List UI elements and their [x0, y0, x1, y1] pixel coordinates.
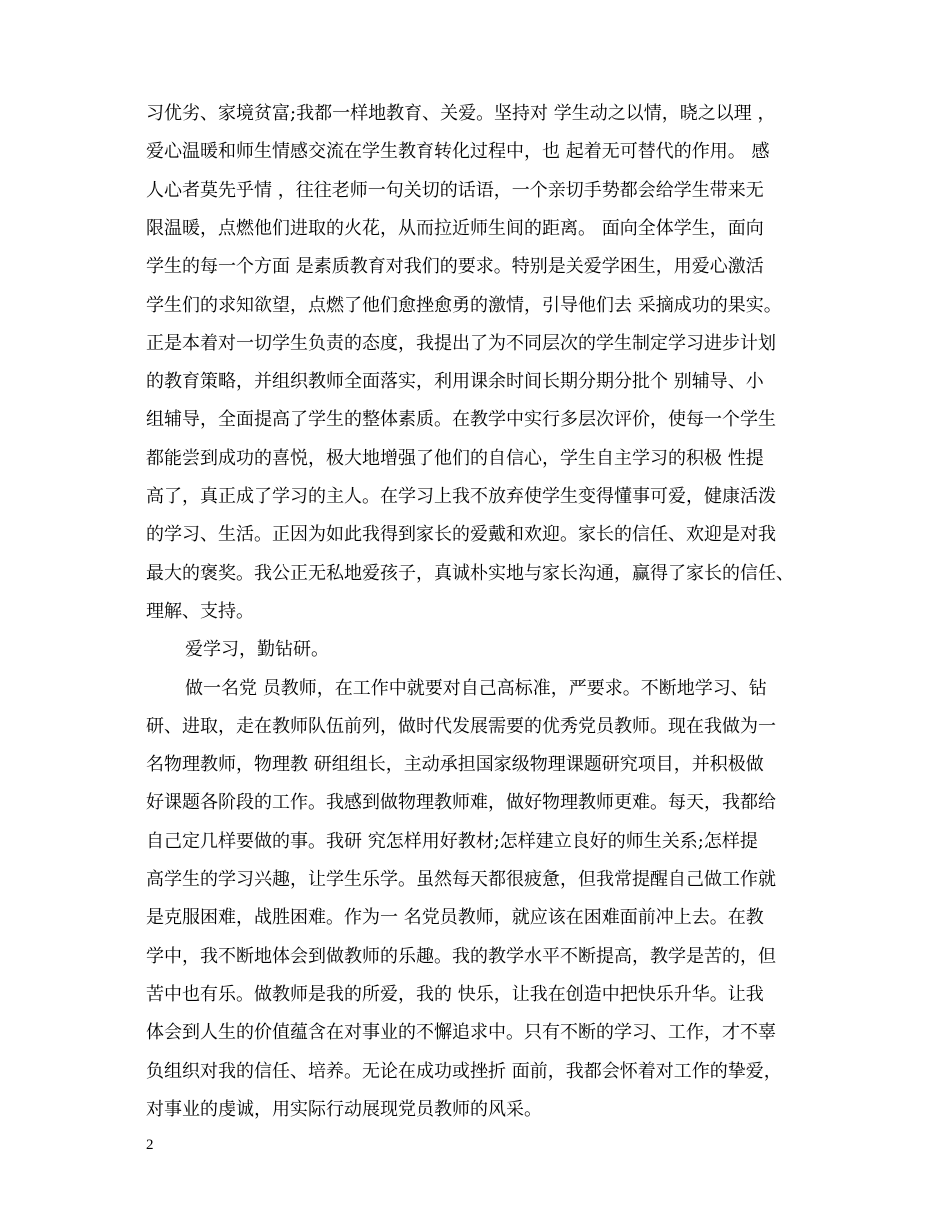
text-line: 负组织对我的信任、培养。无论在成功或挫折 面前，我都会怀着对工作的挚爱，: [146, 1061, 782, 1082]
text-line: 的教育策略，并组织教师全面落实，利用课余时间长期分期分批个 别辅导、小: [146, 371, 764, 392]
text-line: 正是本着对一切学生负责的态度，我提出了为不同层次的学生制定学习进步计划: [146, 333, 776, 354]
text-line: 高了，真正成了学习的主人。在学习上我不放弃使学生变得懂事可爱，健康活泼: [146, 486, 776, 507]
text-line: 高学生的学习兴趣，让学生乐学。虽然每天都很疲惫，但我常提醒自己做工作就: [146, 869, 776, 890]
text-line: 对事业的虔诚，用实际行动展现党员教师的风采。: [146, 1099, 542, 1120]
text-line: 学生的每一个方面 是素质教育对我们的要求。特别是关爱学困生，用爱心激活: [146, 256, 764, 277]
text-line: 组辅导，全面提高了学生的整体素质。在教学中实行多层次评价，使每一个学生: [146, 409, 776, 430]
text-line: 的学习、生活。正因为如此我得到家长的爱戴和欢迎。家长的信任、欢迎是对我: [146, 524, 776, 545]
text-line: 自己定几样要做的事。我研 究怎样用好教材;怎样建立良好的师生关系;怎样提: [146, 831, 758, 852]
text-line: 学中，我不断地体会到做教师的乐趣。我的教学水平不断提高，教学是苦的，但: [146, 946, 776, 967]
text-line: 限温暖，点燃他们进取的火花，从而拉近师生间的距离。 面向全体学生，面向: [146, 218, 764, 239]
text-line: 人心者莫先乎情 ，往往老师一句关切的话语，一个亲切手势都会给学生带来无: [146, 180, 764, 201]
text-line: 做一名党 员教师，在工作中就要对自己高标准，严要求。不断地学习、钻: [185, 678, 767, 699]
text-line: 都能尝到成功的喜悦，极大地增强了他们的自信心，学生自主学习的积极 性提: [146, 448, 764, 469]
page-number: 2: [146, 1137, 154, 1153]
text-line: 爱心温暖和师生情感交流在学生教育转化过程中，也 起着无可替代的作用。 感: [146, 141, 770, 162]
text-line: 苦中也有乐。做教师是我的所爱，我的 快乐，让我在创造中把快乐升华。让我: [146, 984, 764, 1005]
section-heading: 爱学习，勤钻研。: [185, 639, 329, 660]
text-line: 理解、支持。: [146, 601, 254, 622]
text-line: 最大的褒奖。我公正无私地爱孩子，真诚朴实地与家长沟通，赢得了家长的信任、: [146, 563, 794, 584]
text-line: 习优劣、家境贫富;我都一样地教育、关爱。坚持对 学生动之以情，晓之以理 ，: [146, 103, 776, 124]
text-line: 体会到人生的价值蕴含在对事业的不懈追求中。只有不断的学习、工作，才不辜: [146, 1022, 776, 1043]
text-line: 好课题各阶段的工作。我感到做物理教师难，做好物理教师更难。每天，我都给: [146, 792, 776, 813]
text-line: 是克服困难，战胜困难。作为一 名党员教师，就应该在困难面前冲上去。在教: [146, 907, 764, 928]
text-line: 名物理教师，物理教 研组组长，主动承担国家级物理课题研究项目，并积极做: [146, 754, 764, 775]
text-line: 研、进取，走在教师队伍前列，做时代发展需要的优秀党员教师。现在我做为一: [146, 716, 776, 737]
text-line: 学生们的求知欲望，点燃了他们愈挫愈勇的激情，引导他们去 采摘成功的果实。: [146, 295, 782, 316]
